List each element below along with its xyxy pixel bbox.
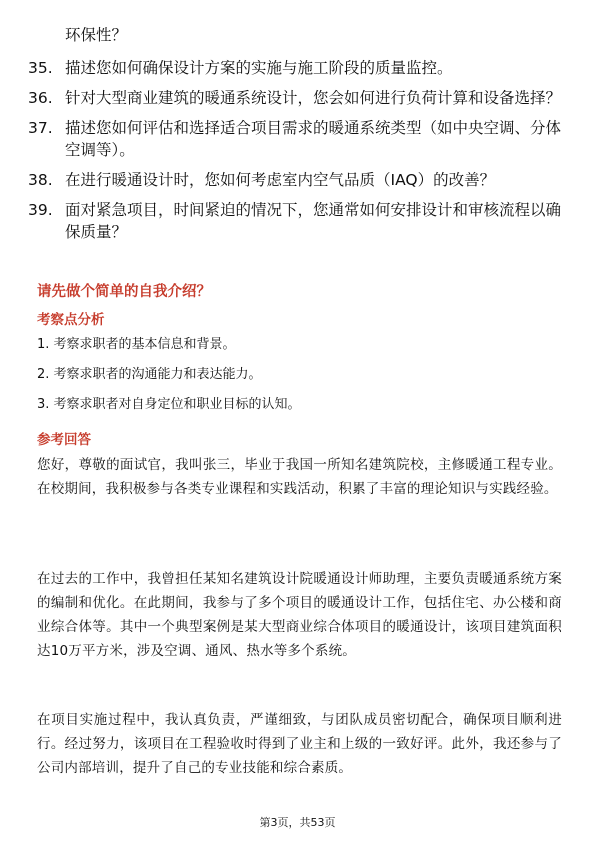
question-item	[28, 169, 568, 191]
question-text: 面对紧急项目，时间紧迫的情况下，您通常如何安排设计和审核流程以确保质量？	[65, 201, 562, 241]
answer-paragraph: 您好，尊敬的面试官，我叫张三，毕业于我国一所知名建筑院校，主修暖通工程专业。在校期间，我积极参与各类专业课程和实践活动，积累了丰富的理论知识与实践经验。	[37, 457, 562, 497]
answer-paragraph: 在项目实施过程中，我认真负责，严谨细致，与团队成员密切配合，确保项目顺利进行。经过努力，该项目在工程验收时得到了业主和上级的一致好评。此外，我还参与了公司内部培训，提升了自己的专业技能和综合素质。	[37, 712, 562, 776]
answer-heading: 参考回答	[37, 432, 91, 448]
question-number: 38.	[28, 171, 53, 189]
analysis-list	[37, 336, 301, 426]
analysis-item: 2. 考察求职者的沟通能力和表达能力。	[37, 367, 262, 382]
question-number: 35.	[28, 59, 53, 77]
analysis-item: 3. 考察求职者对自身定位和职业目标的认知。	[37, 397, 301, 412]
question-continued-text: 环保性？	[65, 26, 128, 44]
question-text: 针对大型商业建筑的暖通系统设计，您会如何进行负荷计算和设备选择？	[65, 89, 562, 107]
question-number: 39.	[28, 201, 53, 219]
analysis-heading: 考察点分析	[37, 312, 105, 328]
question-item	[28, 87, 568, 109]
question-number: 36.	[28, 89, 53, 107]
question-item	[28, 199, 568, 243]
question-text: 描述您如何评估和选择适合项目需求的暖通系统类型（如中央空调、分体空调等）。	[65, 119, 562, 159]
answer-paragraph: 在过去的工作中，我曾担任某知名建筑设计院暖通设计师助理，主要负责暖通系统方案的编制和优化。在此期间，我参与了多个项目的暖通设计工作，包括住宅、办公楼和商业综合体等。其中一个典型案例是某大型商业综合体项目的暖通设计，该项目建筑面积达10万平方米，涉及空调、通风、热水等多个系统。	[37, 571, 562, 659]
question-text: 在进行暖通设计时，您如何考虑室内空气品质（IAQ）的改善？	[65, 171, 496, 189]
question-number: 37.	[28, 119, 53, 137]
section-title: 请先做个简单的自我介绍？	[37, 284, 211, 300]
question-list	[28, 57, 568, 251]
question-item	[28, 117, 568, 161]
question-item	[28, 57, 568, 79]
analysis-item: 1. 考察求职者的基本信息和背景。	[37, 337, 236, 352]
page-footer: 第3页，共53页	[259, 816, 336, 829]
question-text: 描述您如何确保设计方案的实施与施工阶段的质量监控。	[65, 59, 453, 77]
